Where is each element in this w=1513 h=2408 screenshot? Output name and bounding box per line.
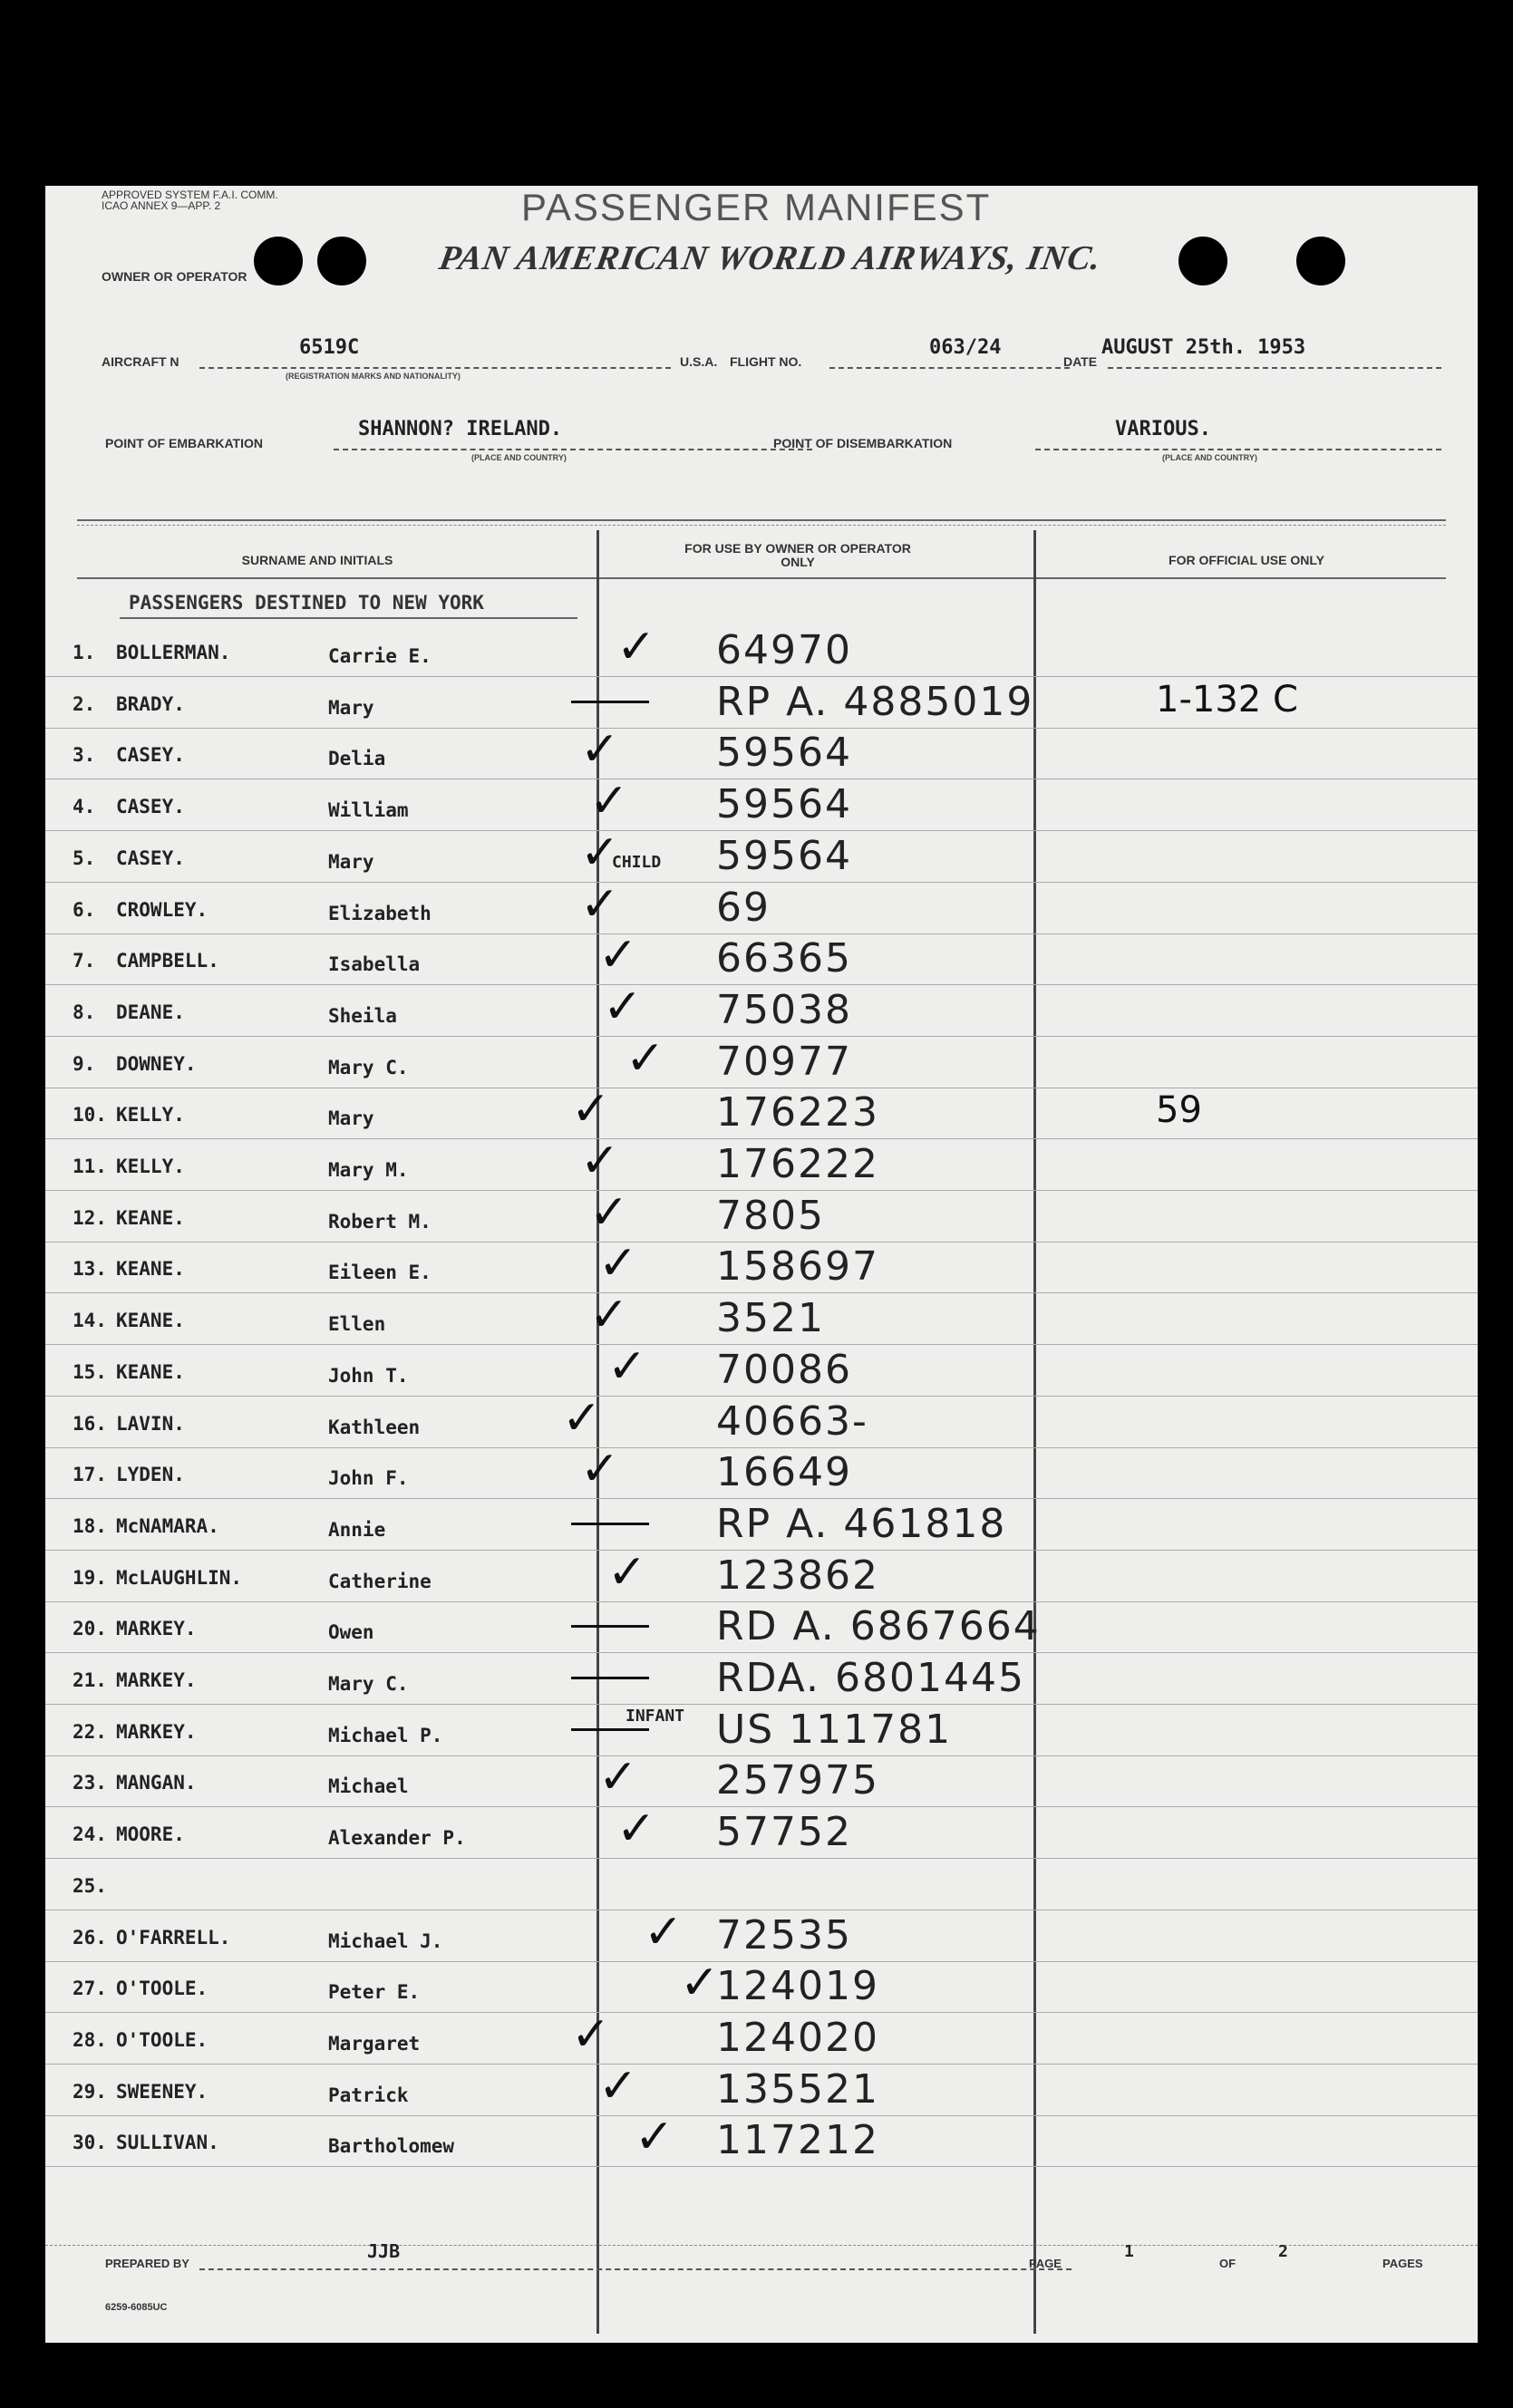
check-mark-icon: ✓ <box>616 620 656 674</box>
ticket-number: 57752 <box>716 1809 852 1856</box>
embark-value: SHANNON? IRELAND. <box>358 418 563 440</box>
of-label: OF <box>1219 2257 1237 2270</box>
check-mark-icon: ✓ <box>635 2110 674 2165</box>
row-number: 23. <box>73 1772 107 1794</box>
ticket-number: 72535 <box>716 1911 852 1958</box>
passenger-row <box>45 1288 1478 1345</box>
column-header-names: SURNAME AND INITIALS <box>241 553 393 567</box>
embark-label: POINT OF EMBARKATION <box>105 436 263 450</box>
passenger-row <box>45 1705 1478 1756</box>
row-number: 24. <box>73 1823 107 1846</box>
form-code: 6259-6085UC <box>105 2302 168 2313</box>
row-number: 22. <box>73 1720 107 1743</box>
aircraft-label: AIRCRAFT N <box>102 354 179 369</box>
check-mark-icon: ✓ <box>626 1030 665 1086</box>
official-note: 1-132 C <box>1156 678 1298 720</box>
aircraft-sublabel: (REGISTRATION MARKS AND NATIONALITY) <box>286 372 461 381</box>
row-number: 9. <box>73 1052 96 1075</box>
passenger-surname: MARKEY. <box>116 1618 197 1640</box>
passenger-surname: CASEY. <box>116 744 185 767</box>
row-number: 13. <box>73 1258 107 1281</box>
passenger-surname: KEANE. <box>116 1360 185 1383</box>
row-number: 30. <box>73 2132 107 2154</box>
flight-label: FLIGHT NO. <box>730 354 802 369</box>
ticket-number: 66365 <box>716 935 852 982</box>
passenger-row <box>45 1904 1478 1962</box>
ticket-number: 135521 <box>716 2065 879 2113</box>
pages-label: PAGES <box>1382 2257 1423 2270</box>
row-number: 25. <box>73 1874 107 1897</box>
check-mark-icon: ✓ <box>598 1236 638 1291</box>
passenger-initials: Catherine <box>328 1570 432 1592</box>
row-number: 12. <box>73 1206 107 1229</box>
ticket-number: 70086 <box>716 1346 852 1393</box>
punch-hole-right-1 <box>1178 237 1227 285</box>
check-mark-icon: ✓ <box>571 1082 611 1137</box>
ticket-number: 257975 <box>716 1757 879 1804</box>
passenger-surname: MARKEY. <box>116 1720 197 1743</box>
ticket-number: 16649 <box>716 1449 852 1496</box>
check-mark-icon: ✓ <box>598 928 638 983</box>
passenger-initials: Isabella <box>328 953 421 976</box>
passenger-surname: MANGAN. <box>116 1772 197 1794</box>
ticket-number: 64970 <box>716 627 852 673</box>
punch-hole-right-2 <box>1296 237 1345 285</box>
destination-underline <box>120 617 577 619</box>
ticket-number: 176223 <box>716 1089 879 1136</box>
passenger-row <box>45 928 1478 985</box>
passenger-row <box>45 1544 1478 1602</box>
passenger-surname: O'FARRELL. <box>116 1926 231 1949</box>
row-number: 18. <box>73 1514 107 1537</box>
row-number: 7. <box>73 950 96 972</box>
passenger-initials: Sheila <box>328 1004 397 1027</box>
page-label: PAGE <box>1029 2257 1062 2270</box>
check-mark-icon: ✓ <box>589 774 629 829</box>
passenger-initials: John T. <box>328 1364 409 1387</box>
passenger-row <box>45 2110 1478 2167</box>
approval-note: APPROVED SYSTEM F.A.I. COMM. ICAO ANNEX 9—APP. 2 <box>102 189 278 212</box>
passenger-initials: Mary <box>328 696 374 719</box>
ticket-number: 158697 <box>716 1243 879 1291</box>
header-rule-top-2 <box>77 525 1446 526</box>
passenger-initials: Bartholomew <box>328 2135 455 2158</box>
passenger-initials: Delia <box>328 748 386 770</box>
passenger-surname: SULLIVAN. <box>116 2132 219 2154</box>
footer-rule <box>45 2245 1478 2246</box>
row-number: 17. <box>73 1464 107 1486</box>
aircraft-underline <box>199 367 671 369</box>
passenger-row <box>45 1802 1478 1859</box>
row-number: 14. <box>73 1310 107 1332</box>
check-mark-icon: ✓ <box>603 979 643 1034</box>
ticket-number: 123862 <box>716 1552 879 1599</box>
dash-mark <box>571 1523 649 1525</box>
passenger-surname: KEANE. <box>116 1206 185 1229</box>
disembark-value: VARIOUS. <box>1115 418 1211 440</box>
ticket-number: RP A. 461818 <box>716 1500 1007 1547</box>
row-number: 27. <box>73 1978 107 2000</box>
check-mark-icon: ✓ <box>580 876 620 932</box>
passenger-initials: Annie <box>328 1518 386 1541</box>
passenger-row <box>45 677 1478 729</box>
row-number: 11. <box>73 1156 107 1177</box>
ticket-number: 40663- <box>716 1397 868 1445</box>
row-number: 4. <box>73 796 96 818</box>
passenger-row <box>45 1653 1478 1705</box>
ticket-number: 69 <box>716 884 771 931</box>
passenger-initials: Michael <box>328 1775 409 1798</box>
check-mark-icon: ✓ <box>589 1288 629 1343</box>
passenger-initials: Owen <box>328 1621 374 1644</box>
row-number: 16. <box>73 1412 107 1435</box>
passenger-initials: Michael J. <box>328 1929 443 1952</box>
ticket-number: 176222 <box>716 1141 879 1187</box>
embark-underline <box>334 449 812 450</box>
ticket-number: 124020 <box>716 2014 879 2061</box>
passenger-initials: William <box>328 799 409 822</box>
passenger-surname: KEANE. <box>116 1310 185 1332</box>
check-mark-icon: ✓ <box>562 1390 602 1446</box>
check-mark-icon: ✓ <box>607 1544 647 1600</box>
passenger-initials: Elizabeth <box>328 902 432 924</box>
row-number: 2. <box>73 692 96 715</box>
dash-mark <box>571 1728 649 1731</box>
destination-heading: PASSENGERS DESTINED TO NEW YORK <box>129 592 484 614</box>
row-number: 21. <box>73 1669 107 1691</box>
ticket-number: US 111781 <box>716 1706 953 1753</box>
passenger-initials: Carrie E. <box>328 645 432 667</box>
passenger-surname: CAMPBELL. <box>116 950 219 972</box>
passenger-row <box>45 1750 1478 1807</box>
row-number: 6. <box>73 898 96 921</box>
check-mark-icon: ✓ <box>616 1802 656 1857</box>
row-number: 29. <box>73 2080 107 2103</box>
date-label: DATE <box>1063 354 1098 369</box>
usa-label: U.S.A. <box>680 354 718 369</box>
passenger-row <box>45 1956 1478 2013</box>
passenger-row <box>45 2007 1478 2065</box>
ticket-number: 117212 <box>716 2117 879 2164</box>
passenger-surname: MARKEY. <box>116 1669 197 1691</box>
ticket-number: RDA. 6801445 <box>716 1655 1025 1701</box>
row-number: 5. <box>73 846 96 869</box>
passenger-surname: CASEY. <box>116 846 185 869</box>
passenger-row <box>45 774 1478 831</box>
page-title: PASSENGER MANIFEST <box>521 186 992 228</box>
row-number: 26. <box>73 1926 107 1949</box>
passenger-surname: SWEENEY. <box>116 2080 209 2103</box>
header-rule-top <box>77 519 1446 521</box>
check-mark-icon: ✓ <box>580 1442 620 1497</box>
passenger-surname: MOORE. <box>116 1823 185 1846</box>
passenger-initials: Mary C. <box>328 1673 409 1695</box>
passenger-row <box>45 1390 1478 1448</box>
passenger-initials: Patrick <box>328 2084 409 2106</box>
flight-number: 063/24 <box>929 336 1002 359</box>
passenger-row <box>45 1601 1478 1653</box>
ticket-number: 59564 <box>716 832 852 879</box>
passenger-initials: Alexander P. <box>328 1827 466 1850</box>
ticket-number: 70977 <box>716 1038 852 1085</box>
passenger-initials: Robert M. <box>328 1210 432 1233</box>
check-mark-icon: ✓ <box>580 722 620 778</box>
check-mark-icon: ✓ <box>607 1339 647 1394</box>
check-mark-icon: ✓ <box>571 2007 611 2062</box>
flight-date: AUGUST 25th. 1953 <box>1101 336 1306 359</box>
passenger-row <box>45 620 1478 677</box>
passenger-initials: Mary C. <box>328 1056 409 1078</box>
passenger-row <box>45 979 1478 1037</box>
passenger-surname: KELLY. <box>116 1156 185 1177</box>
passenger-row <box>45 1339 1478 1397</box>
passenger-note: INFANT <box>626 1706 685 1726</box>
row-number: 8. <box>73 1001 96 1023</box>
passenger-row <box>45 1030 1478 1088</box>
dash-mark <box>571 1677 649 1679</box>
date-underline <box>1108 367 1441 369</box>
dash-mark <box>571 1625 649 1628</box>
flight-underline <box>829 367 1070 369</box>
airline-name: PAN AMERICAN WORLD AIRWAYS, INC. <box>436 239 1105 277</box>
passenger-initials: Mary <box>328 1107 374 1130</box>
passenger-row <box>45 1859 1478 1910</box>
passenger-row <box>45 1236 1478 1293</box>
check-mark-icon: ✓ <box>680 1956 720 2011</box>
row-rule <box>45 2166 1478 2167</box>
passenger-initials: Ellen <box>328 1313 386 1336</box>
ticket-number: RD A. 6867664 <box>716 1603 1041 1650</box>
ticket-number: 59564 <box>716 730 852 777</box>
passenger-surname: LYDEN. <box>116 1464 185 1486</box>
row-number: 1. <box>73 642 96 663</box>
page-number: 1 <box>1124 2242 1134 2261</box>
ticket-number: 75038 <box>716 986 852 1033</box>
manifest-sheet <box>45 186 1478 2343</box>
passenger-row <box>45 1442 1478 1499</box>
passenger-surname: McNAMARA. <box>116 1514 219 1537</box>
check-mark-icon: ✓ <box>580 825 620 880</box>
check-mark-icon: ✓ <box>598 1750 638 1805</box>
ticket-number: 7805 <box>716 1192 825 1239</box>
row-number: 20. <box>73 1618 107 1640</box>
passenger-row <box>45 2058 1478 2116</box>
passenger-row <box>45 722 1478 779</box>
passenger-row <box>45 1134 1478 1191</box>
passenger-surname: KEANE. <box>116 1258 185 1281</box>
passenger-surname: DOWNEY. <box>116 1052 197 1075</box>
prepared-by-value: JJB <box>367 2240 401 2262</box>
passenger-row <box>45 1499 1478 1551</box>
check-mark-icon: ✓ <box>589 1185 629 1240</box>
aircraft-value: 6519C <box>299 336 360 359</box>
passenger-surname: DEANE. <box>116 1001 185 1023</box>
row-number: 3. <box>73 744 96 767</box>
passenger-surname: BOLLERMAN. <box>116 642 231 663</box>
passenger-surname: CROWLEY. <box>116 898 209 921</box>
passenger-surname: LAVIN. <box>116 1412 185 1435</box>
passenger-initials: Peter E. <box>328 1981 421 2004</box>
passenger-row <box>45 1082 1478 1139</box>
header-rule-bottom <box>77 577 1446 579</box>
ticket-number: 59564 <box>716 781 852 828</box>
punch-hole-left-1 <box>254 237 303 285</box>
passenger-initials: Mary M. <box>328 1159 409 1181</box>
prepared-underline <box>199 2268 1072 2270</box>
disembark-underline <box>1035 449 1441 450</box>
column-header-official: FOR OFFICIAL USE ONLY <box>1169 553 1324 567</box>
passenger-surname: O'TOOLE. <box>116 2028 209 2051</box>
passenger-initials: Margaret <box>328 2032 421 2055</box>
passenger-initials: Kathleen <box>328 1416 421 1438</box>
passenger-surname: O'TOOLE. <box>116 1978 209 2000</box>
pages-total: 2 <box>1278 2242 1288 2261</box>
disembark-sublabel: (PLACE AND COUNTRY) <box>1162 453 1257 462</box>
row-number: 10. <box>73 1104 107 1127</box>
passenger-row <box>45 825 1478 883</box>
passenger-row <box>45 876 1478 934</box>
passenger-initials: Eileen E. <box>328 1262 432 1284</box>
row-number: 15. <box>73 1360 107 1383</box>
row-number: 28. <box>73 2028 107 2051</box>
column-header-owner: FOR USE BY OWNER OR OPERATOR ONLY <box>684 541 911 569</box>
check-mark-icon: ✓ <box>580 1134 620 1188</box>
passenger-note: CHILD <box>612 852 662 872</box>
check-mark-icon: ✓ <box>644 1904 684 1959</box>
passenger-row <box>45 1185 1478 1243</box>
check-mark-icon: ✓ <box>598 2058 638 2113</box>
official-note: 59 <box>1156 1089 1202 1132</box>
passenger-initials: Michael P. <box>328 1724 443 1746</box>
row-number: 19. <box>73 1566 107 1589</box>
embark-sublabel: (PLACE AND COUNTRY) <box>471 453 567 462</box>
passenger-initials: Mary <box>328 850 374 873</box>
passenger-surname: CASEY. <box>116 796 185 818</box>
punch-hole-left-2 <box>317 237 366 285</box>
disembark-label: POINT OF DISEMBARKATION <box>773 436 953 450</box>
ticket-number: RP A. 4885019 <box>716 678 1034 725</box>
passenger-surname: KELLY. <box>116 1104 185 1127</box>
passenger-surname: McLAUGHLIN. <box>116 1566 243 1589</box>
passenger-initials: John F. <box>328 1467 409 1490</box>
dash-mark <box>571 701 649 703</box>
owner-label: OWNER OR OPERATOR <box>102 269 247 284</box>
ticket-number: 124019 <box>716 1963 879 2010</box>
passenger-surname: BRADY. <box>116 692 185 715</box>
ticket-number: 3521 <box>716 1295 825 1342</box>
prepared-by-label: PREPARED BY <box>105 2257 189 2270</box>
